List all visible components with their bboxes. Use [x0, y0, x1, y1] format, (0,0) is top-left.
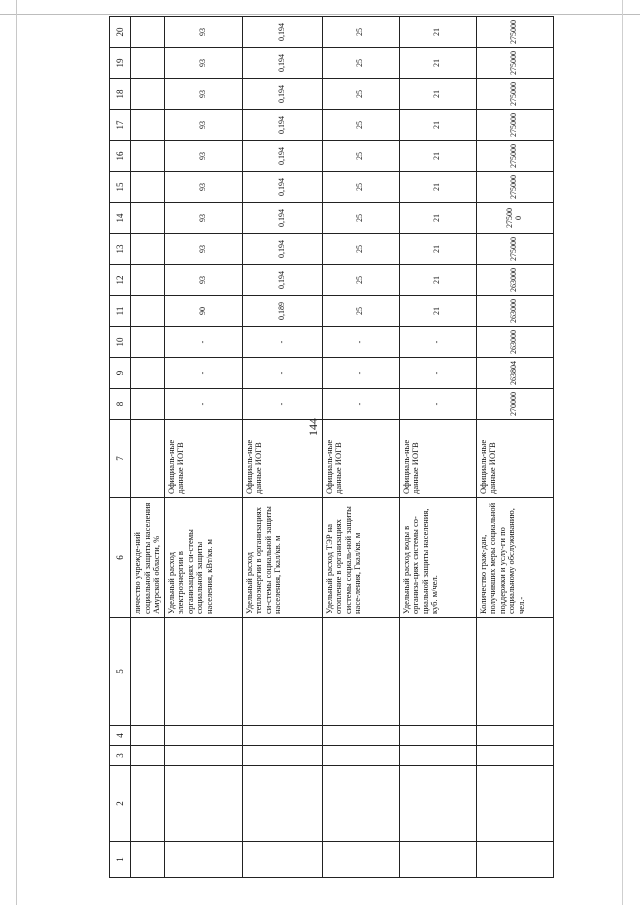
column-header: 2 [110, 766, 131, 842]
empty-cell [476, 726, 553, 746]
empty-cell [399, 842, 476, 878]
value-cell: 263804 [476, 358, 553, 389]
value-cell: - [322, 389, 399, 420]
empty-cell [242, 726, 322, 746]
value-cell [131, 79, 165, 110]
value-cell: 0,189 [242, 296, 322, 327]
value-cell: - [164, 327, 242, 358]
empty-cell [399, 766, 476, 842]
column-header: 16 [110, 141, 131, 172]
value-cell: 263000 [476, 327, 553, 358]
data-source-cell [131, 420, 165, 498]
value-cell: 275000 [476, 79, 553, 110]
empty-cell [476, 842, 553, 878]
empty-cell [399, 618, 476, 726]
value-cell: 0,194 [242, 141, 322, 172]
column-header: 5 [110, 618, 131, 726]
value-cell: - [322, 327, 399, 358]
empty-cell [242, 618, 322, 726]
indicator-name-cell: Удельный расход теплоэнергии в организациях си-стемы социальной защиты населения, Гкал/кв. м [242, 498, 322, 618]
table-row [476, 17, 553, 878]
rotated-table-container [109, 16, 554, 878]
value-cell: 275000 [476, 48, 553, 79]
value-cell: - [242, 327, 322, 358]
value-cell: - [322, 358, 399, 389]
scan-edge-right [622, 0, 623, 905]
data-source-cell: Официаль-ные данные ИОГВ [399, 420, 476, 498]
empty-cell [131, 726, 165, 746]
table-row [399, 17, 476, 878]
empty-cell [476, 766, 553, 842]
value-cell: 27500 0 [476, 203, 553, 234]
scan-edge-top [0, 14, 640, 15]
value-cell: 275000 [476, 172, 553, 203]
value-cell [131, 48, 165, 79]
column-header: 9 [110, 358, 131, 389]
table-row [131, 17, 165, 878]
value-cell: 21 [399, 296, 476, 327]
value-cell: 270000 [476, 389, 553, 420]
value-cell [131, 234, 165, 265]
indicator-name-cell: Удельный расход воды в организа-циях системы со-циальной защиты населения, куб. м/чел. [399, 498, 476, 618]
value-cell: 275000 [476, 234, 553, 265]
value-cell: 0,194 [242, 79, 322, 110]
value-cell: 25 [322, 79, 399, 110]
value-cell: 93 [164, 110, 242, 141]
value-cell: 263000 [476, 296, 553, 327]
table-row [322, 17, 399, 878]
value-cell: 93 [164, 203, 242, 234]
value-cell: 0,194 [242, 265, 322, 296]
value-cell [131, 389, 165, 420]
value-cell: 21 [399, 17, 476, 48]
empty-cell [399, 726, 476, 746]
value-cell: 25 [322, 141, 399, 172]
indicator-name-cell: личество учрежде-ний социальной защиты населения Амурской области, % [131, 498, 165, 618]
value-cell: 25 [322, 234, 399, 265]
column-header: 12 [110, 265, 131, 296]
empty-cell [164, 726, 242, 746]
value-cell: 21 [399, 172, 476, 203]
empty-cell [476, 618, 553, 726]
empty-cell [242, 842, 322, 878]
empty-cell [131, 842, 165, 878]
value-cell [131, 358, 165, 389]
value-cell: 25 [322, 110, 399, 141]
value-cell: - [399, 389, 476, 420]
column-header: 18 [110, 79, 131, 110]
column-header: 11 [110, 296, 131, 327]
empty-cell [322, 746, 399, 766]
value-cell: 93 [164, 265, 242, 296]
page-number: 144 [306, 418, 320, 436]
column-header: 3 [110, 746, 131, 766]
empty-cell [164, 618, 242, 726]
empty-cell [322, 766, 399, 842]
indicator-name-cell: Удельный расход электроэнергии в организациях си-стемы социальной защиты населения, кВт/кв. м [164, 498, 242, 618]
value-cell: 93 [164, 79, 242, 110]
column-header: 15 [110, 172, 131, 203]
value-cell [131, 17, 165, 48]
value-cell: 263000 [476, 265, 553, 296]
empty-cell [399, 746, 476, 766]
column-header: 13 [110, 234, 131, 265]
value-cell: 93 [164, 234, 242, 265]
value-cell: 0,194 [242, 234, 322, 265]
value-cell: 90 [164, 296, 242, 327]
empty-cell [131, 618, 165, 726]
value-cell: 21 [399, 203, 476, 234]
column-header: 10 [110, 327, 131, 358]
value-cell: - [164, 358, 242, 389]
value-cell: 25 [322, 17, 399, 48]
value-cell: 25 [322, 296, 399, 327]
value-cell: 93 [164, 17, 242, 48]
value-cell: 25 [322, 172, 399, 203]
table-row [164, 17, 242, 878]
column-header: 7 [110, 420, 131, 498]
value-cell [131, 327, 165, 358]
value-cell: 21 [399, 110, 476, 141]
value-cell: - [399, 327, 476, 358]
value-cell: - [164, 389, 242, 420]
value-cell [131, 203, 165, 234]
data-source-cell: Официаль-ные данные ИОГВ [476, 420, 553, 498]
value-cell: 275000 [476, 110, 553, 141]
header-row [110, 17, 131, 878]
value-cell: 93 [164, 48, 242, 79]
value-cell: 21 [399, 79, 476, 110]
value-cell [131, 172, 165, 203]
empty-cell [242, 746, 322, 766]
value-cell: 93 [164, 141, 242, 172]
empty-cell [131, 766, 165, 842]
indicator-table [109, 16, 554, 878]
value-cell: 275000 [476, 141, 553, 172]
value-cell: 25 [322, 265, 399, 296]
value-cell [131, 265, 165, 296]
indicator-name-cell: Количество граж-дан, получивших меры социальной поддержки и услу-ги по социальному обслуживанию, чел.- [476, 498, 553, 618]
empty-cell [164, 766, 242, 842]
value-cell: - [242, 389, 322, 420]
value-cell [131, 110, 165, 141]
indicator-name-cell: Удельный расход ТЭР на отопление в организациях системы социаль-ной защиты насе-ления, Гкал/кв. м [322, 498, 399, 618]
column-header: 4 [110, 726, 131, 746]
value-cell [131, 141, 165, 172]
value-cell: 93 [164, 172, 242, 203]
value-cell [131, 296, 165, 327]
column-header: 17 [110, 110, 131, 141]
value-cell: 0,194 [242, 48, 322, 79]
value-cell: 0,194 [242, 17, 322, 48]
empty-cell [242, 766, 322, 842]
empty-cell [322, 842, 399, 878]
empty-cell [164, 842, 242, 878]
value-cell: 25 [322, 203, 399, 234]
empty-cell [164, 746, 242, 766]
value-cell: - [399, 358, 476, 389]
value-cell: - [242, 358, 322, 389]
data-source-cell: Официаль-ные данные ИОГВ [322, 420, 399, 498]
value-cell: 275000 [476, 17, 553, 48]
column-header: 8 [110, 389, 131, 420]
value-cell: 21 [399, 48, 476, 79]
value-cell: 0,194 [242, 172, 322, 203]
column-header: 1 [110, 842, 131, 878]
column-header: 14 [110, 203, 131, 234]
scan-edge-left [16, 0, 17, 905]
table-row [242, 17, 322, 878]
column-header: 20 [110, 17, 131, 48]
value-cell: 21 [399, 234, 476, 265]
data-source-cell: Официаль-ные данные ИОГВ [164, 420, 242, 498]
column-header: 19 [110, 48, 131, 79]
value-cell: 21 [399, 265, 476, 296]
empty-cell [322, 618, 399, 726]
value-cell: 25 [322, 48, 399, 79]
empty-cell [131, 746, 165, 766]
value-cell: 0,194 [242, 110, 322, 141]
empty-cell [322, 726, 399, 746]
value-cell: 21 [399, 141, 476, 172]
value-cell: 0,194 [242, 203, 322, 234]
empty-cell [476, 746, 553, 766]
data-source-cell: Официаль-ные данные ИОГВ [242, 420, 322, 498]
column-header: 6 [110, 498, 131, 618]
